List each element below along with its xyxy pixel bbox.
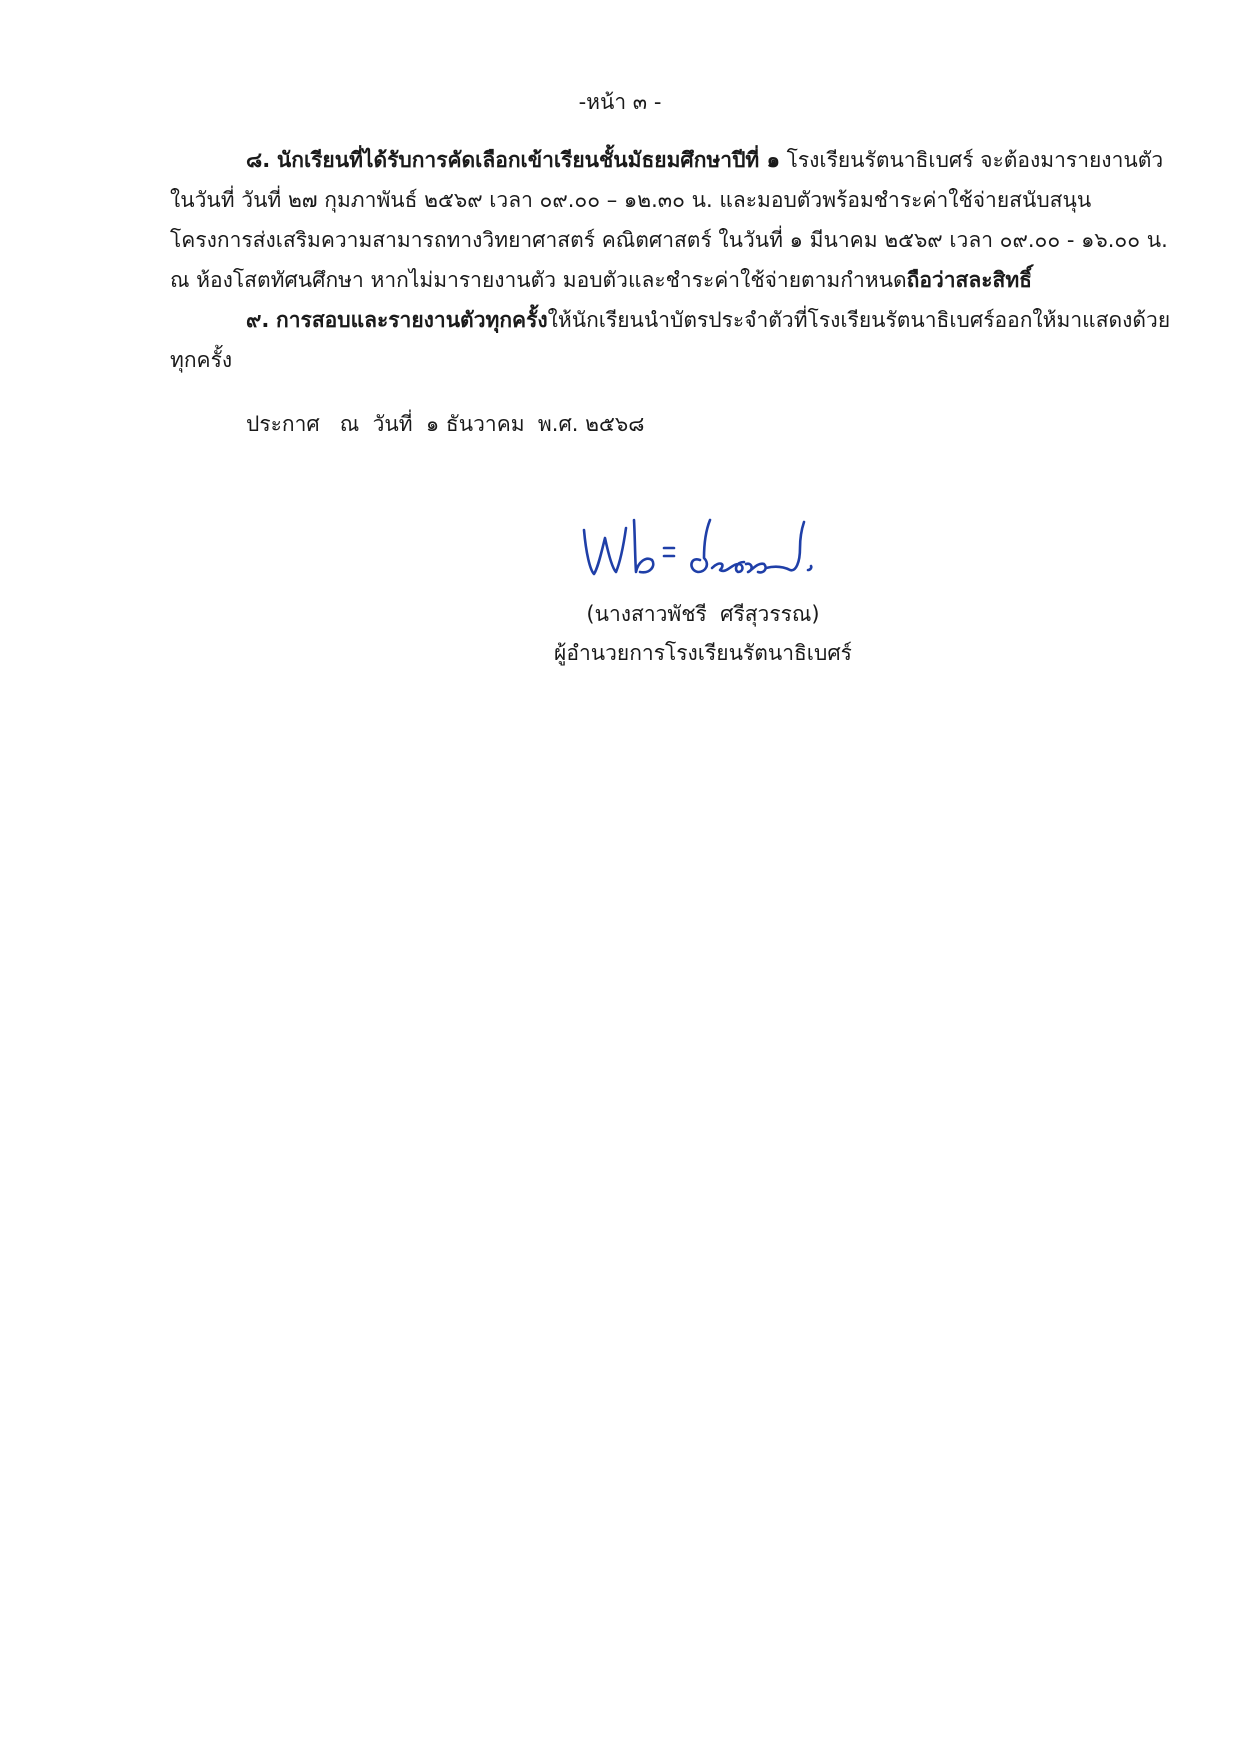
item-9-line-2: ทุกครั้ง xyxy=(170,348,233,372)
announcement-date: ประกาศ ณ วันที่ ๑ ธันวาคม พ.ศ. ๒๕๖๘ xyxy=(246,412,645,436)
item-9-bold-lead: การสอบและรายงานตัวทุกครั้ง xyxy=(276,308,548,332)
item-8-paragraph xyxy=(170,140,1168,300)
item-9-number: ๙. xyxy=(246,308,270,332)
signer-name: (นางสาวพัชรี ศรีสุวรรณ) xyxy=(586,602,820,626)
item-8-line-3: โครงการส่งเสริมความสามารถทางวิทยาศาสตร์ คณิตศาสตร์ ในวันที่ ๑ มีนาคม ๒๕๖๙ เวลา ๐๙.๐๐ - ๑๖.๐๐ น. xyxy=(170,228,1168,252)
signer-title: ผู้อำนวยการโรงเรียนรัตนาธิเบศร์ xyxy=(554,641,852,665)
item-8-line-2: ในวันที่ วันที่ ๒๗ กุมภาพันธ์ ๒๕๖๙ เวลา ๐๙.๐๐ – ๑๒.๓๐ น. และมอบตัวพร้อมชำระค่าใช้จ่ายสนับสนุน xyxy=(170,188,1092,212)
handwritten-signature xyxy=(578,508,848,588)
item-8-number: ๘. xyxy=(246,148,271,172)
item-9-line-1 xyxy=(170,300,1171,340)
item-8-line-4-text: ณ ห้องโสตทัศนศึกษา หากไม่มารายงานตัว มอบตัวและชำระค่าใช้จ่ายตามกำหนด xyxy=(170,268,907,292)
item-8-forfeit-note: ถือว่าสละสิทธิ์ xyxy=(906,268,1032,292)
page-number: -หน้า ๓ - xyxy=(578,90,662,114)
item-8-bold-lead: นักเรียนที่ได้รับการคัดเลือกเข้าเรียนชั้นมัธยมศึกษาปีที่ ๑ xyxy=(276,148,780,172)
item-8-line-4 xyxy=(170,260,1160,300)
item-9-line-1-rest: ให้นักเรียนนำบัตรประจำตัวที่โรงเรียนรัตนาธิเบศร์ออกให้มาแสดงด้วย xyxy=(547,308,1171,332)
item-8-line-1 xyxy=(170,140,1164,180)
item-8-line-1-rest: โรงเรียนรัตนาธิเบศร์ จะต้องมารายงานตัว xyxy=(786,148,1164,172)
item-9-paragraph xyxy=(170,300,1171,380)
